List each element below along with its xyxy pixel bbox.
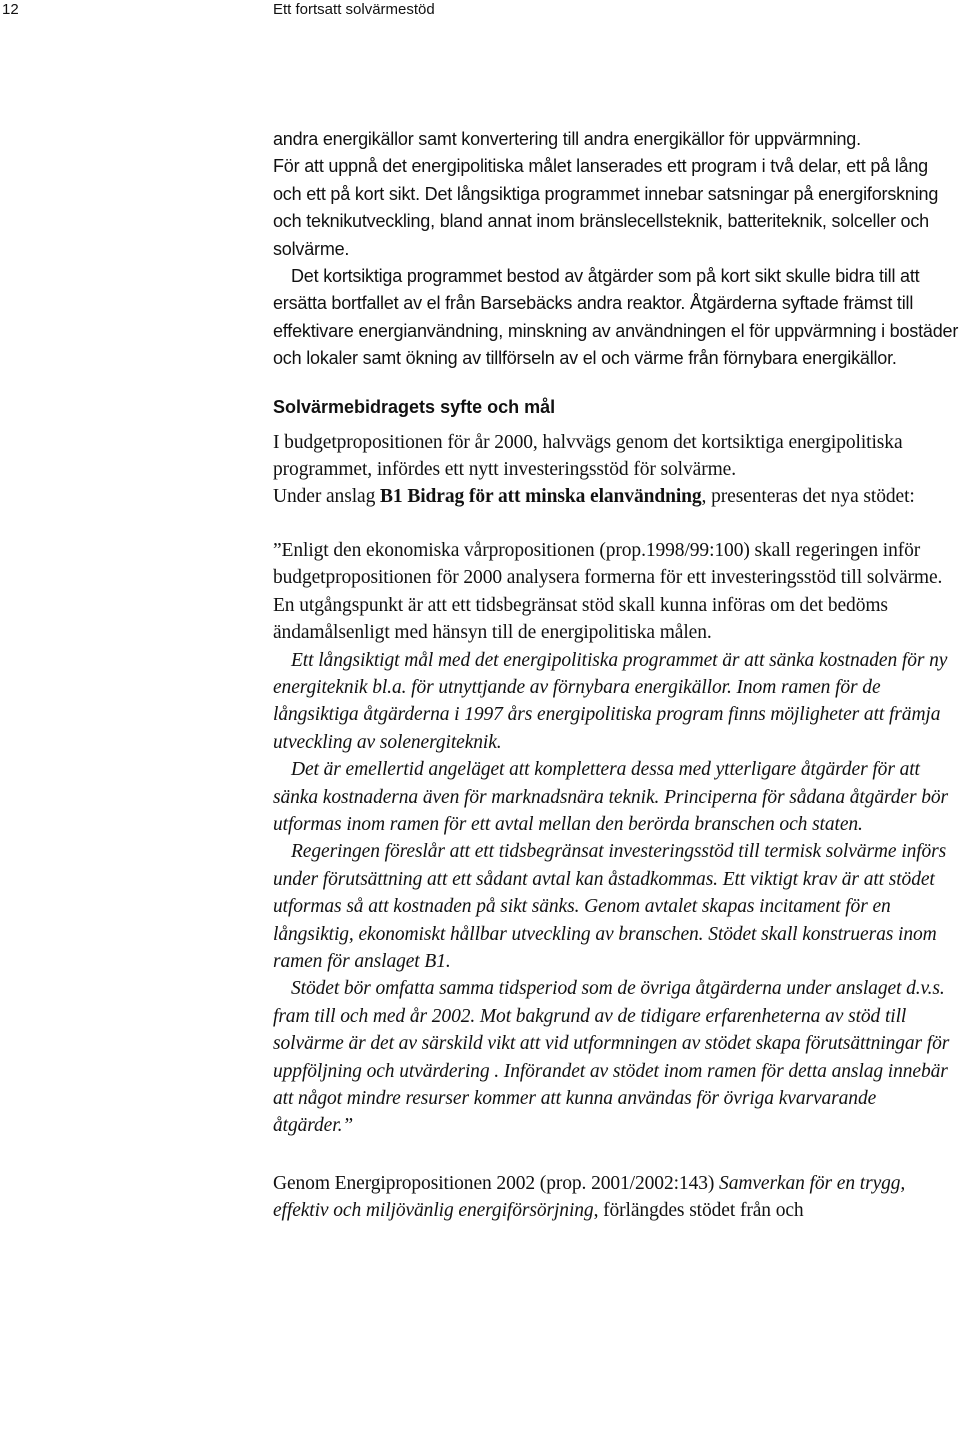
section-paragraph-budget: I budgetpropositionen för år 2000, halvvägs genom det kortsiktiga energipolitiska programmet, infördes ett nytt investeringsstöd för solvärme. bbox=[273, 431, 903, 481]
quote-paragraph-2: Ett långsiktigt mål med det energipolitiska programmet är att sänka kostnaden för ny energiteknik bl.a. för utnyttjande av förnybara energikällor. Inom ramen för de långsiktiga åtgärderna i 1997 års energipolitiska program finns möjligheter att främja utveckling av solenergiteknik. bbox=[273, 649, 948, 753]
quote-paragraph-4: Regeringen föreslår att ett tidsbegränsat investeringsstöd till termisk solvärme införs under förutsättning att ett sådant avtal kan åstadkommas. Ett viktigt krav är att stödet utformas så att kostnaden på sikt sänks. Genom avtalet skapas incitament för en långsiktig, ekonomiskt hållbar utveckling av branschen. Stödet skall konstrueras inom ramen för anslaget B1. bbox=[273, 841, 947, 972]
page-content bbox=[273, 126, 959, 1225]
appropriation-text-end: , presenteras det nya stödet: bbox=[701, 486, 915, 508]
appropriation-name: B1 Bidrag för att minska elanvändning bbox=[380, 486, 702, 508]
proposition-title: Samverkan för en trygg, effektiv och miljövänlig energiförsörjning bbox=[273, 1172, 906, 1222]
page-number: 12 bbox=[2, 1, 19, 18]
spacer bbox=[273, 1140, 959, 1170]
body-paragraph-energy-program: För att uppnå det energipolitiska målet lanserades ett program i två delar, ett på lång och ett på kort sikt. Det långsiktiga programmet innebar satsningar på energiforskning och teknikutveckling, bland annat inom bränslecellsteknik, batteriteknik, solceller och solvärme. bbox=[273, 156, 939, 259]
page-header bbox=[0, 0, 960, 20]
body-paragraph-short-term: Det kortsiktiga programmet bestod av åtgärder som på kort sikt skulle bidra till att ersätta bortfallet av el från Barsebäcks andra reaktor. Åtgärderna syftade främst till effektivare energianvändning, minskning av användningen el för uppvärmning i bostäder och lokaler samt ökning av tillförseln av el och värme från förnybara energikällor. bbox=[273, 266, 959, 369]
spacer bbox=[273, 511, 959, 537]
quote-paragraph-3: Det är emellertid angeläget att komplettera dessa med ytterligare åtgärder för att sänka kostnaderna även för marknadsnära teknik. Principerna för sådana åtgärder bör utformas inom ramen för ett avtal mellan den berörda branschen och staten. bbox=[273, 759, 949, 835]
appropriation-text-start: Under anslag bbox=[273, 486, 380, 508]
quotation-block bbox=[273, 537, 959, 1140]
closing-paragraph bbox=[273, 1170, 959, 1225]
section-paragraph-appropriation bbox=[273, 483, 959, 510]
body-paragraph-continued: andra energikällor samt konvertering till andra energikällor för uppvärmning. bbox=[273, 129, 861, 149]
quote-paragraph-1: ”Enligt den ekonomiska vårpropositionen (prop.1998/99:100) skall regeringen inför budgetpropositionen för 2000 analysera formerna för ett investeringsstöd till solvärme. En utgångspunkt är att ett tidsbegränsat stöd skall kunna införas om det bedöms ändamålsenligt med hänsyn till de energipolitiska målen. bbox=[273, 539, 943, 644]
closing-text-start: Genom Energipropositionen 2002 (prop. 2001/2002:143) bbox=[273, 1172, 720, 1194]
section-heading: Solvärmebidragets syfte och mål bbox=[273, 396, 556, 417]
closing-text-end: , förlängdes stödet från och bbox=[593, 1200, 804, 1222]
running-title: Ett fortsatt solvärmestöd bbox=[273, 1, 435, 18]
quote-paragraph-5: Stödet bör omfatta samma tidsperiod som de övriga åtgärderna under anslaget d.v.s. fram till och med år 2002. Mot bakgrund av de tidigare erfarenheterna av stöd till solvärme är det av särskild vikt att vid utformningen av stödet skapa förutsättningar för uppföljning och utvärdering . Införandet av stödet inom ramen för detta anslag innebär att något mindre resurser kommer att kunna användas för övriga kvarvarande åtgärder.” bbox=[273, 978, 950, 1137]
